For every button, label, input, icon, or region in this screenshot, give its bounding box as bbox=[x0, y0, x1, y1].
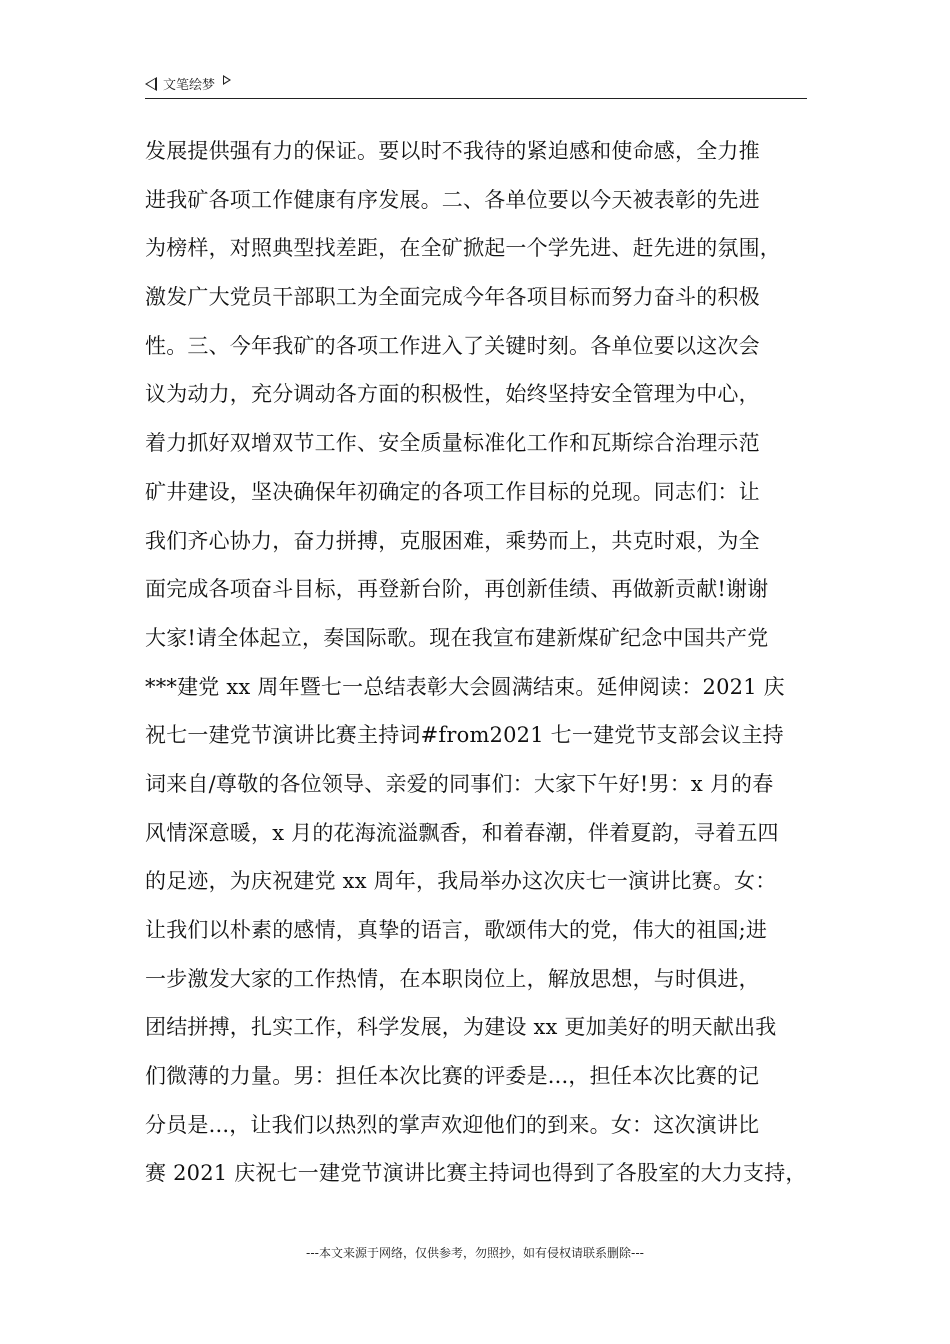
text-line: 让我们以朴素的感情，真挚的语言，歌颂伟大的党，伟大的祖国;进 bbox=[145, 918, 768, 942]
text-line: 矿井建设，坚决确保年初确定的各项工作目标的兑现。同志们：让 bbox=[145, 479, 760, 504]
text-line: 们微薄的力量。男：担任本次比赛的评委是...，担任本次比赛的记 bbox=[145, 1064, 760, 1089]
text-line: 分员是...，让我们以热烈的掌声欢迎他们的到来。女：这次演讲比 bbox=[145, 1112, 760, 1137]
text-line: ***建党 xx 周年暨七一总结表彰大会圆满结束。延伸阅读：2021 庆 bbox=[145, 674, 785, 699]
header-brand bbox=[145, 74, 231, 93]
text-line: 激发广大党员干部职工为全面完成今年各项目标而努力奋斗的积极 bbox=[145, 285, 760, 310]
footer-notice: ---本文来源于网络，仅供参考，勿照抄，如有侵权请联系删除--- bbox=[306, 1246, 644, 1260]
page-header bbox=[145, 72, 807, 99]
text-line: 祝七一建党节演讲比赛主持词#from2021 七一建党节支部会议主持 bbox=[145, 723, 784, 748]
header-title: 文笔绘梦 bbox=[163, 78, 216, 93]
text-line: 赛 2021 庆祝七一建党节演讲比赛主持词也得到了各股室的大力支持， bbox=[145, 1161, 807, 1186]
text-line: 风情深意暖，x 月的花海流溢飘香，和着春潮，伴着夏韵，寻着五四 bbox=[145, 820, 779, 845]
text-line: 性。三、今年我矿的各项工作进入了关键时刻。各单位要以这次会 bbox=[145, 333, 760, 358]
document-body bbox=[145, 133, 815, 1204]
text-line: 发展提供强有力的保证。要以时不我待的紧迫感和使命感，全力推 bbox=[145, 139, 760, 163]
right-triangle-icon bbox=[223, 75, 231, 85]
text-line: 大家!请全体起立，奏国际歌。现在我宣布建新煤矿纪念中国共产党 bbox=[145, 625, 769, 650]
text-line: 着力抓好双增双节工作、安全质量标准化工作和瓦斯综合治理示范 bbox=[145, 431, 760, 456]
text-line: 议为动力，充分调动各方面的积极性，始终坚持安全管理为中心， bbox=[145, 382, 760, 407]
text-line: 词来自/尊敬的各位领导、亲爱的同事们：大家下午好!男：x 月的春 bbox=[145, 771, 774, 796]
text-line: 一步激发大家的工作热情，在本职岗位上，解放思想，与时俱进， bbox=[145, 966, 760, 991]
text-line: 进我矿各项工作健康有序发展。二、各单位要以今天被表彰的先进 bbox=[145, 187, 760, 212]
text-line: 面完成各项奋斗目标，再登新台阶，再创新佳绩、再做新贡献!谢谢 bbox=[145, 577, 769, 602]
text-line: 为榜样，对照典型找差距，在全矿掀起一个学先进、赶先进的氛围， bbox=[145, 236, 781, 261]
text-line: 团结拼搏，扎实工作，科学发展，为建设 xx 更加美好的明天献出我 bbox=[145, 1015, 777, 1040]
text-line: 我们齐心协力，奋力拼搏，克服困难，乘势而上，共克时艰，为全 bbox=[145, 528, 760, 553]
left-triangle-icon bbox=[145, 77, 157, 91]
text-line: 的足迹，为庆祝建党 xx 周年，我局举办这次庆七一演讲比赛。女： bbox=[145, 869, 777, 894]
